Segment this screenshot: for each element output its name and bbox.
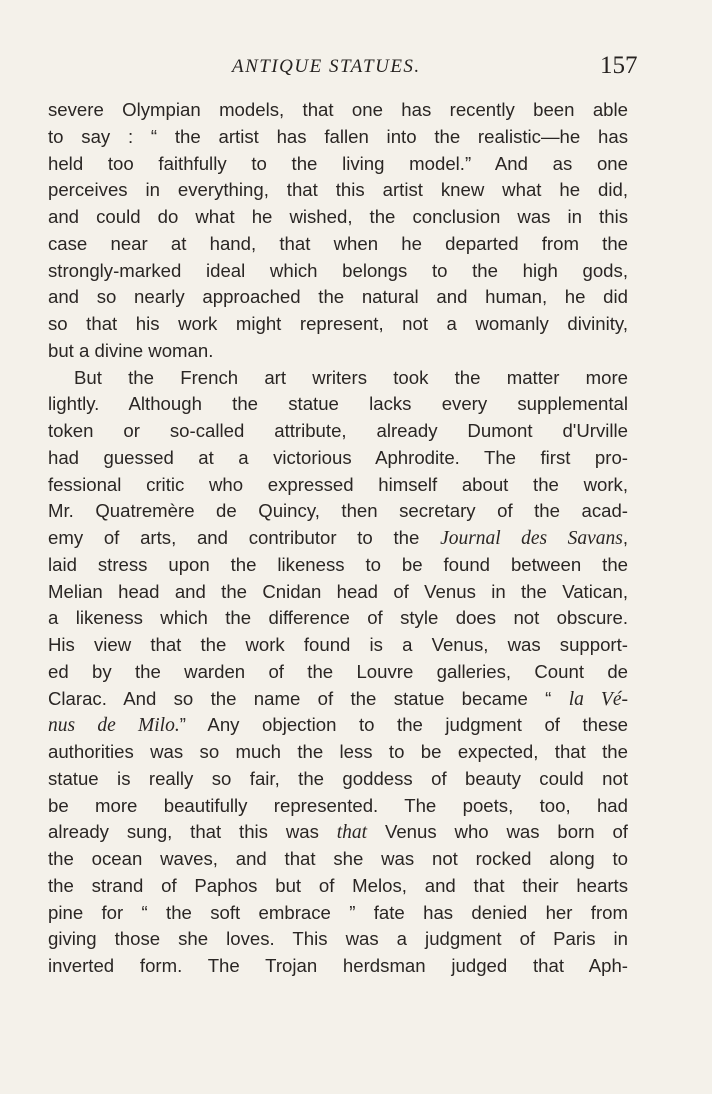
line-text: the ocean waves, and that she was not rocked along to <box>48 848 628 869</box>
text-line <box>48 579 628 606</box>
line-text: and could do what he wished, the conclusion was in this <box>48 206 628 227</box>
line-text: lightly. Although the statue lacks every supplemental <box>48 393 628 415</box>
line-text: fessional critic who expressed himself about the work, <box>48 473 628 495</box>
text-line <box>48 418 628 445</box>
line-text: giving those she loves. This was a judgment of Paris in <box>48 928 628 950</box>
text-line <box>48 873 628 900</box>
line-text: , <box>622 527 628 548</box>
text-line <box>48 819 628 846</box>
line-text: laid stress upon the likeness to be found between the <box>48 553 628 575</box>
line-text: already sung, that this was <box>48 821 337 843</box>
line-text: Clarac. And so the name of the statue became “ <box>48 687 569 709</box>
body-text <box>48 97 628 980</box>
text-line <box>48 552 628 579</box>
line-text: ” Any objection to the judgment of these <box>179 714 629 736</box>
text-line <box>48 712 628 739</box>
running-title: ANTIQUE STATUES. <box>232 56 421 77</box>
text-line <box>48 204 628 231</box>
line-text: case near at hand, that when he departed from the <box>48 232 628 254</box>
text-line <box>48 97 628 124</box>
italic-text: la Vé- <box>568 688 628 710</box>
italic-text: Journal des Savans <box>440 528 623 549</box>
italic-text: nus de Milo. <box>48 715 180 737</box>
text-line <box>48 686 628 713</box>
text-line <box>48 365 628 392</box>
text-line <box>48 605 628 632</box>
page-number: 157 <box>600 52 638 79</box>
line-text: statue is really so fair, the goddess of beauty could not <box>48 767 628 789</box>
line-text: Mr. Quatremère de Quincy, then secretary of the acad- <box>48 500 628 522</box>
text-line <box>48 472 628 499</box>
text-line <box>48 151 628 178</box>
line-text: authorities was so much the less to be expected, that the <box>48 741 628 762</box>
text-line <box>48 846 628 873</box>
text-line <box>48 284 628 311</box>
text-line <box>48 338 628 365</box>
text-line <box>48 953 628 980</box>
line-text: emy of arts, and contributor to the <box>48 527 441 548</box>
line-text: to say : “ the artist has fallen into the realistic—he has <box>48 125 628 147</box>
text-line <box>48 124 628 151</box>
text-line <box>48 926 628 953</box>
text-line <box>48 739 628 766</box>
line-text: But the French art writers took the matter more <box>74 366 628 388</box>
line-text: so that his work might represent, not a womanly divinity, <box>48 313 628 334</box>
line-text: Melian head and the Cnidan head of Venus in the Vatican, <box>48 580 628 602</box>
line-text: held too faithfully to the living model.” And as one <box>48 152 628 174</box>
line-text: Venus who was born of <box>367 821 628 843</box>
line-text: perceives in everything, that this artist knew what he did, <box>48 179 628 201</box>
text-line <box>48 632 628 659</box>
line-text: but a divine woman. <box>48 339 214 361</box>
text-line <box>48 498 628 525</box>
text-line <box>48 445 628 472</box>
text-line <box>48 258 628 285</box>
text-line <box>48 311 628 338</box>
text-line <box>48 793 628 820</box>
italic-text: that <box>336 822 368 844</box>
line-text: be more beautifully represented. The poets, too, had <box>48 794 628 816</box>
line-text: token or so-called attribute, already Dumont d'Urville <box>48 420 628 441</box>
text-line <box>48 900 628 927</box>
line-text: pine for “ the soft embrace ” fate has denied her from <box>48 901 628 923</box>
line-text: the strand of Paphos but of Melos, and that their hearts <box>48 874 628 896</box>
line-text: strongly-marked ideal which belongs to the high gods, <box>48 259 628 281</box>
text-line <box>48 177 628 204</box>
text-line <box>48 659 628 686</box>
line-text: severe Olympian models, that one has recently been able <box>48 99 628 120</box>
text-line <box>48 525 628 552</box>
text-line <box>48 231 628 258</box>
line-text: ed by the warden of the Louvre galleries, Count de <box>48 660 628 682</box>
running-head <box>0 52 712 82</box>
line-text: inverted form. The Trojan herdsman judged that Aph- <box>48 955 628 976</box>
text-line <box>48 391 628 418</box>
text-line <box>48 766 628 793</box>
line-text: had guessed at a victorious Aphrodite. The first pro- <box>48 446 628 468</box>
line-text: and so nearly approached the natural and human, he did <box>48 286 628 308</box>
line-text: a likeness which the difference of style does not obscure. <box>48 607 628 629</box>
line-text: His view that the work found is a Venus, was support- <box>48 634 628 655</box>
